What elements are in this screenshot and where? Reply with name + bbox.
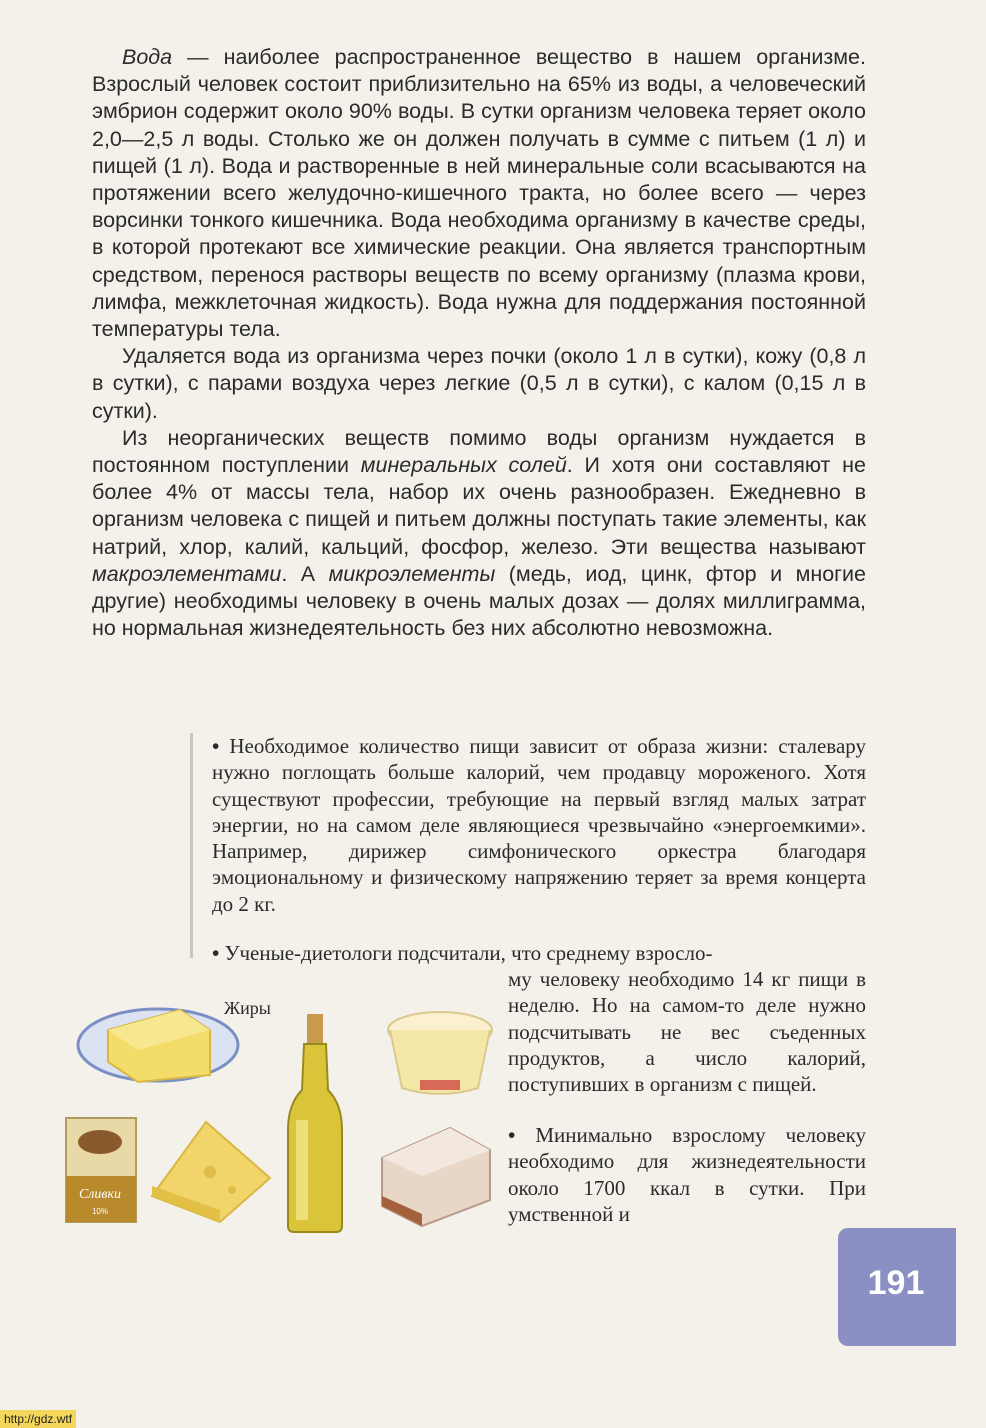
fats-illustration bbox=[60, 1000, 500, 1240]
minerals-text-c: . А bbox=[281, 561, 329, 586]
aside-item-1-text: Необходимое количество пищи зависит от образа жизни: сталевару нужно поглощать больше калорий, чем продавцу мороженого. Хотя существуют профессии, требующие на первый взгляд малых затрат энергии, но на самом деле являющиеся чрезвычайно «энергоемкими». Например, дирижер симфонического оркестра благодаря эмоциональному и физическому напряжению теряет за время концерта до 2 кг. bbox=[212, 734, 866, 916]
aside-item-2-text: му человеку необходимо 14 кг пищи в неделю. Но на самом-то деле нужно подсчитывать не вес съеденных продуктов, а число калорий, поступивших в организм с пищей. bbox=[508, 967, 866, 1097]
aside-divider bbox=[190, 733, 193, 958]
term-macroelements: макроэлементами bbox=[92, 561, 282, 586]
carton-percent: 10% bbox=[91, 1207, 109, 1216]
aside-item-1 bbox=[212, 733, 866, 917]
carton-label: Сливки bbox=[78, 1187, 122, 1202]
minerals-text-a: Из неорганических веществ помимо воды организм нуждается в постоянном поступлении bbox=[92, 425, 866, 478]
aside-item-2-line1: Ученые-диетологи подсчитали, что среднему взросло- bbox=[224, 941, 713, 965]
cheese-icon bbox=[152, 1122, 270, 1222]
fat-cup-icon bbox=[388, 1012, 492, 1094]
cream-carton-icon bbox=[66, 1118, 136, 1222]
paragraph-minerals bbox=[92, 425, 866, 643]
butter-icon bbox=[78, 1009, 238, 1082]
bullet-icon: • bbox=[212, 941, 220, 965]
term-mineral-salts: минеральных солей bbox=[360, 453, 567, 478]
term-microelements: микроэлементы bbox=[328, 561, 496, 586]
paragraph-water-text: — наиболее распространенное вещество в нашем организме. Взрослый человек состоит приблизительно на 65% из воды, а человеческий эмбрион содержит около 90% воды. В сутки организм человека теряет около 2,0—2,5 л воды. Столько же он должен получать в сумме с питьем (1 л) и пищей (1 л). Вода и растворенные в ней минеральные соли всасываются на протяжении всего желудочно-кишечного тракта, но более всего — через ворсинки тонкого кишечника. Вода необходима организму в качестве среды, в которой протекают все химические реакции. Она является транспортным средством, перенося растворы веществ по всему организму (плазма крови, лимфа, межклеточная жидкость). Вода нужна для поддержания постоянной температуры тела. bbox=[92, 45, 866, 342]
term-water: Вода bbox=[122, 45, 173, 69]
page-number: 191 bbox=[867, 1264, 925, 1302]
minerals-text-b: . И хотя они составляют не более 4% от массы тела, набор их очень разнообразен. Ежедневно в организм человека с пищей и питьем должны поступать такие элементы, как натрий, хлор, калий, кальций, фосфор, железо. Эти вещества называют bbox=[92, 453, 866, 559]
aside-item-2-first-line bbox=[212, 940, 866, 966]
page-number-tab bbox=[838, 1228, 956, 1346]
aside-item-3-text: Минимально взрослому человеку необходимо для жизнедеятельности около 1700 ккал в сутки. При умственной и bbox=[508, 1123, 866, 1226]
figure-label: Жиры bbox=[224, 998, 271, 1018]
minerals-text-d: (медь, иод, цинк, фтор и многие другие) необходимы человеку в очень малых дозах — долях миллиграмма, но нормальная жизнедеятельность без них абсолютно невозможна. bbox=[92, 561, 866, 641]
oil-bottle-icon bbox=[288, 1014, 342, 1232]
paragraph-water bbox=[92, 44, 866, 343]
aside-item-3 bbox=[508, 1122, 866, 1227]
main-text bbox=[92, 44, 866, 642]
source-watermark: http://gdz.wtf bbox=[0, 1410, 76, 1428]
aside-item-2 bbox=[508, 966, 866, 1097]
bullet-icon: • bbox=[508, 1123, 516, 1147]
paragraph-water-removal: Удаляется вода из организма через почки (около 1 л в сутки), кожу (0,8 л в сутки), с парами воздуха через легкие (0,5 л в сутки), с калом (0,15 л в сутки). bbox=[92, 344, 866, 423]
bullet-icon: • bbox=[212, 734, 220, 758]
lard-icon bbox=[382, 1128, 490, 1226]
